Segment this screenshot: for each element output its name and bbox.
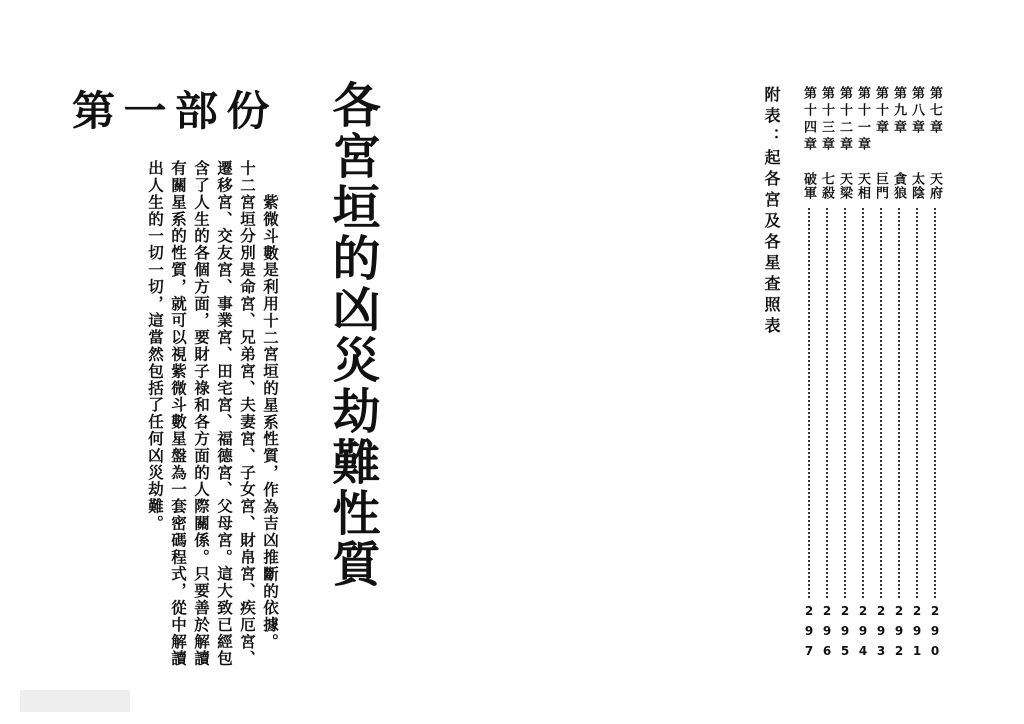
toc-title: 天相 bbox=[855, 172, 870, 200]
toc-leader bbox=[844, 208, 846, 598]
toc-chapter: 第十四章 bbox=[801, 86, 816, 154]
part-title: 第一部份 bbox=[72, 87, 278, 135]
toc-title: 巨門 bbox=[873, 172, 888, 200]
toc-chapter: 第八章 bbox=[909, 86, 924, 137]
toc-page: 297 bbox=[802, 604, 816, 664]
toc-page: 294 bbox=[856, 604, 870, 664]
toc-entry[interactable] bbox=[908, 86, 928, 664]
scan-artifact bbox=[20, 690, 130, 712]
toc-title: 太陰 bbox=[909, 172, 924, 200]
paragraph-line: 紫微斗數是利用十二宮垣的星系性質，作為吉凶推斷的依據。 bbox=[261, 194, 280, 651]
toc-page: 295 bbox=[838, 604, 852, 664]
toc-leader bbox=[862, 208, 864, 598]
toc-leader bbox=[808, 208, 810, 598]
toc-page: 291 bbox=[910, 604, 924, 664]
toc-leader bbox=[934, 208, 936, 598]
toc-title: 破軍 bbox=[801, 172, 816, 200]
toc-chapter: 第十一章 bbox=[855, 86, 870, 154]
toc-entry[interactable] bbox=[854, 86, 874, 664]
toc-chapter: 第九章 bbox=[891, 86, 906, 137]
paragraph-line: 遷移宮、交友宮、事業宮、田宅宮、福德宮、父母宮。這大致已經包 bbox=[215, 160, 234, 667]
toc-leader bbox=[826, 208, 828, 598]
chapter-title: 各宮垣的凶災劫難性質 bbox=[324, 80, 380, 590]
toc-leader bbox=[916, 208, 918, 598]
toc-entry[interactable] bbox=[800, 86, 820, 664]
paragraph-line: 含了人生的各個方面，要財子祿和各方面的人際關係。只要善於解讀 bbox=[192, 160, 211, 667]
toc-entry[interactable] bbox=[890, 86, 910, 664]
toc-leader bbox=[880, 208, 882, 598]
appendix-entry: 附表：起各宮及各星查照表 bbox=[762, 86, 781, 338]
toc-entry[interactable] bbox=[836, 86, 856, 664]
paragraph-line: 出人生的一切一切，這當然包括了任何凶災劫難。 bbox=[146, 160, 165, 532]
toc-leader bbox=[898, 208, 900, 598]
toc-page: 292 bbox=[892, 604, 906, 664]
toc-title: 七殺 bbox=[819, 172, 834, 200]
toc-title: 天府 bbox=[927, 172, 942, 200]
toc-chapter: 第七章 bbox=[927, 86, 942, 137]
toc-page: 293 bbox=[874, 604, 888, 664]
toc-title: 貪狼 bbox=[891, 172, 906, 200]
paragraph-line: 有關星系的性質，就可以視紫微斗數星盤為一套密碼程式，從中解讀 bbox=[169, 160, 188, 667]
toc-entry[interactable] bbox=[926, 86, 946, 664]
paragraph-line: 十二宮垣分別是命宮、兄弟宮、夫妻宮、子女宮、財帛宮、疾厄宮、 bbox=[238, 160, 257, 667]
toc-page: 296 bbox=[820, 604, 834, 664]
toc-title: 天梁 bbox=[837, 172, 852, 200]
toc-chapter: 第十三章 bbox=[819, 86, 834, 154]
toc-entry[interactable] bbox=[818, 86, 838, 664]
toc-chapter: 第十二章 bbox=[837, 86, 852, 154]
toc-chapter: 第十章 bbox=[873, 86, 888, 137]
toc-page: 290 bbox=[928, 604, 942, 664]
toc-entry[interactable] bbox=[872, 86, 892, 664]
